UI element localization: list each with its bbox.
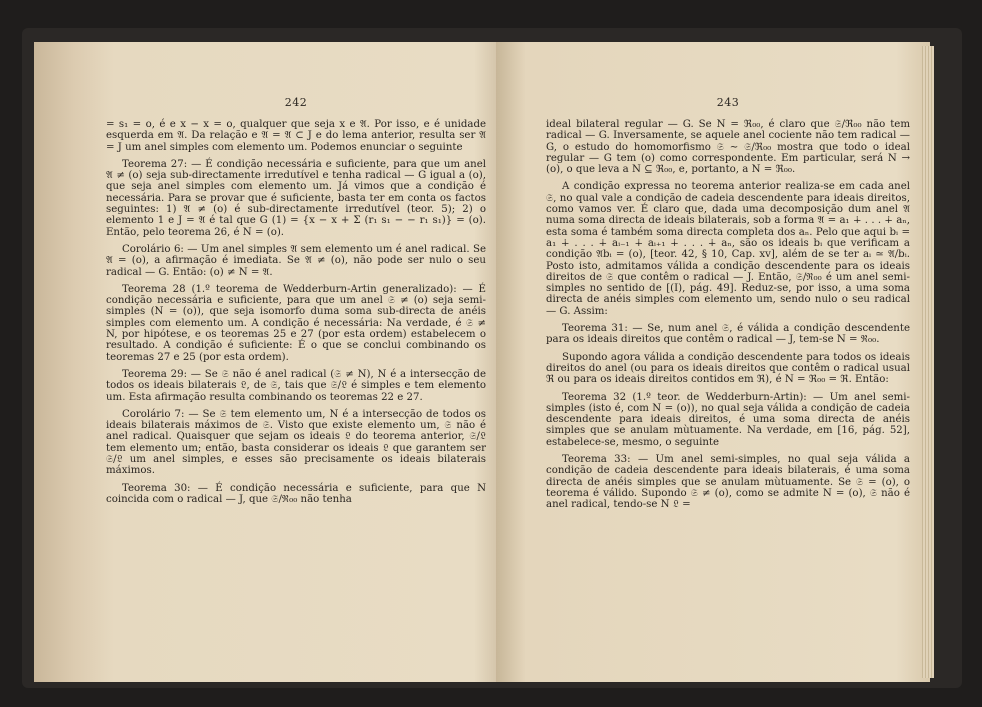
paragraph: Teorema 32 (1.º teor. de Wedderburn-Artin): — Um anel semi-simples (isto é, com N = (o)), no qual seja válida a condição de cadeia descendente para ideais direitos, é uma soma directa de anéis simples que se anulam mùtuamente. Na verdade, em [16, pág. 52], estabelece-se, mesmo, o seguinte [546, 391, 910, 448]
right-page [496, 42, 930, 682]
page-number-right: 243 [716, 96, 740, 109]
open-book [22, 28, 962, 688]
paragraph: Corolário 7: — Se 𝔖 tem elemento um, N é a intersecção de todos os ideais bilaterais máximos de 𝔖. Visto que existe elemento um, 𝔖 não é anel radical. Quaisquer que sejam os ideais 𝔏 do teorema anterior, 𝔖/𝔏 tem elemento um; então, basta considerar os ideais 𝔏 que garantem ser 𝔖/𝔏 um anel simples, e esses são precisamente os ideais bilaterais máximos. [106, 408, 486, 477]
paragraph: Teorema 30: — É condição necessária e suficiente, para que N coincida com o radical — J, que 𝔖/ℜ₀₀ não tenha [106, 482, 486, 505]
paragraph: ideal bilateral regular — G. Se N = ℜ₀₀, é claro que 𝔖/ℜ₀₀ não tem radical — G. Inversamente, se aquele anel cociente não tem radical — G, o estudo do homomorfismo 𝔖 ∼ 𝔖/ℜ₀₀ mostra que todo o ideal regular — G tem (o) como correspondente. Em particular, será N → (o), o que leva a N ⊆ ℜ₀₀, e, portanto, a N = ℜ₀₀. [546, 119, 910, 176]
paragraph: Supondo agora válida a condição descendente para todos os ideais direitos do anel (ou para os ideais direitos que contêm o radical usual ℜ ou para os ideais direitos contidos em ℜ), é N = ℜ₀₀ = ℜ. Então: [546, 351, 910, 386]
right-page-text [546, 119, 910, 511]
paragraph: Teorema 29: — Se 𝔖 não é anel radical (𝔖 ≠ N), N é a intersecção de todos os ideais bilaterais 𝔏, de 𝔖, tais que 𝔖/𝔏 é simples e tem elemento um. Esta afirmação resulta combinando os teoremas 22 e 27. [106, 368, 486, 403]
paragraph: = s₁ = o, é e x − x = o, qualquer que seja x e 𝔄. Por isso, e é unidade esquerda em 𝔄. Da relação e 𝔄 = 𝔄 ⊂ J e do lema anterior, resulta ser 𝔄 = J um anel simples com elemento um. Podemos enunciar o seguinte [106, 119, 486, 153]
page-number-left: 242 [284, 96, 308, 109]
paragraph: A condição expressa no teorema anterior realiza-se em cada anel 𝔖, no qual vale a condição de cadeia descendente para ideais direitos, como vamos ver. É claro que, dada uma decomposição dum anel 𝔄 numa soma directa de ideais bilaterais, sob a forma 𝔄 = a₁ ∔ . . . ∔ aₙ, esta soma é também soma directa completa dos aₙ. Pelo que aqui bᵢ = a₁ ∔ . . . ∔ aᵢ₋₁ ∔ aᵢ₊₁ ∔ . . . ∔ aₙ, são os ideais bᵢ que verificam a condição 𝔄bᵢ = (o), [teor. 42, § 10, Cap. xv], além de se ter aᵢ ≃ 𝔄/bᵢ. Posto isto, admitamos válida a condição descendente para os ideais direitos de 𝔖 que contêm o radical — J. Então, 𝔖/ℜ₀₀ é um anel semi-simples no sentido de [(I), pág. 49]. Reduz-se, por isso, a uma soma directa de anéis simples com elemento um, sendo nulo o seu radical — G. Assim: [546, 181, 910, 317]
paragraph: Corolário 6: — Um anel simples 𝔄 sem elemento um é anel radical. Se 𝔄 = (o), a afirmação é imediata. Se 𝔄 ≠ (o), não pode ser nulo o seu radical — G. Então: (o) ≠ N = 𝔄. [106, 243, 486, 278]
paragraph: Teorema 33: — Um anel semi-simples, no qual seja válida a condição de cadeia descendente para ideais bilaterais, é uma soma directa de anéis simples que se anulam mùtuamente. Se 𝔖 = (o), o teorema é válido. Supondo 𝔖 ≠ (o), como se admite N = (o), 𝔖 não é anel radical, tendo-se N 𝔏 = [546, 454, 910, 511]
paragraph: Teorema 31: — Se, num anel 𝔖, é válida a condição descendente para os ideais direitos que contêm o radical — J, tem-se N = ℜ₀₀. [546, 323, 910, 346]
right-page-edges [922, 46, 934, 678]
paragraph: Teorema 27: — É condição necessária e suficiente, para que um anel 𝔄 ≠ (o) seja sub-directamente irredutível e tenha radical — G igual a (o), que seja anel simples com elemento um. Já vimos que a condição é necessária. Para se provar que é suficiente, basta ter em conta os factos seguintes: 1) 𝔄 ≠ (o) é sub-directamente irredutível (teor. 5); 2) o elemento 1 e J = 𝔄 é tal que G (1) = {x − x + Σ (r₁ s₁ − − r₁ s₁)} = (o). Então, pelo teorema 26, é N = (o). [106, 158, 486, 238]
left-page-text [106, 119, 486, 505]
paragraph: Teorema 28 (1.º teorema de Wedderburn-Artin generalizado): — É condição necessária e suficiente, para que um anel 𝔖 ≠ (o) seja semi-simples (N = (o)), que seja isomorfo duma soma sub-directa de anéis simples com elemento um. A condição é necessária: Na verdade, é 𝔖 ≠ N, por hipótese, e os teoremas 25 e 27 (por esta ordem) estabelecem o resultado. A condição é suficiente: É o que se conclui combinando os teoremas 27 e 25 (por esta ordem). [106, 283, 486, 363]
left-page [34, 42, 510, 682]
